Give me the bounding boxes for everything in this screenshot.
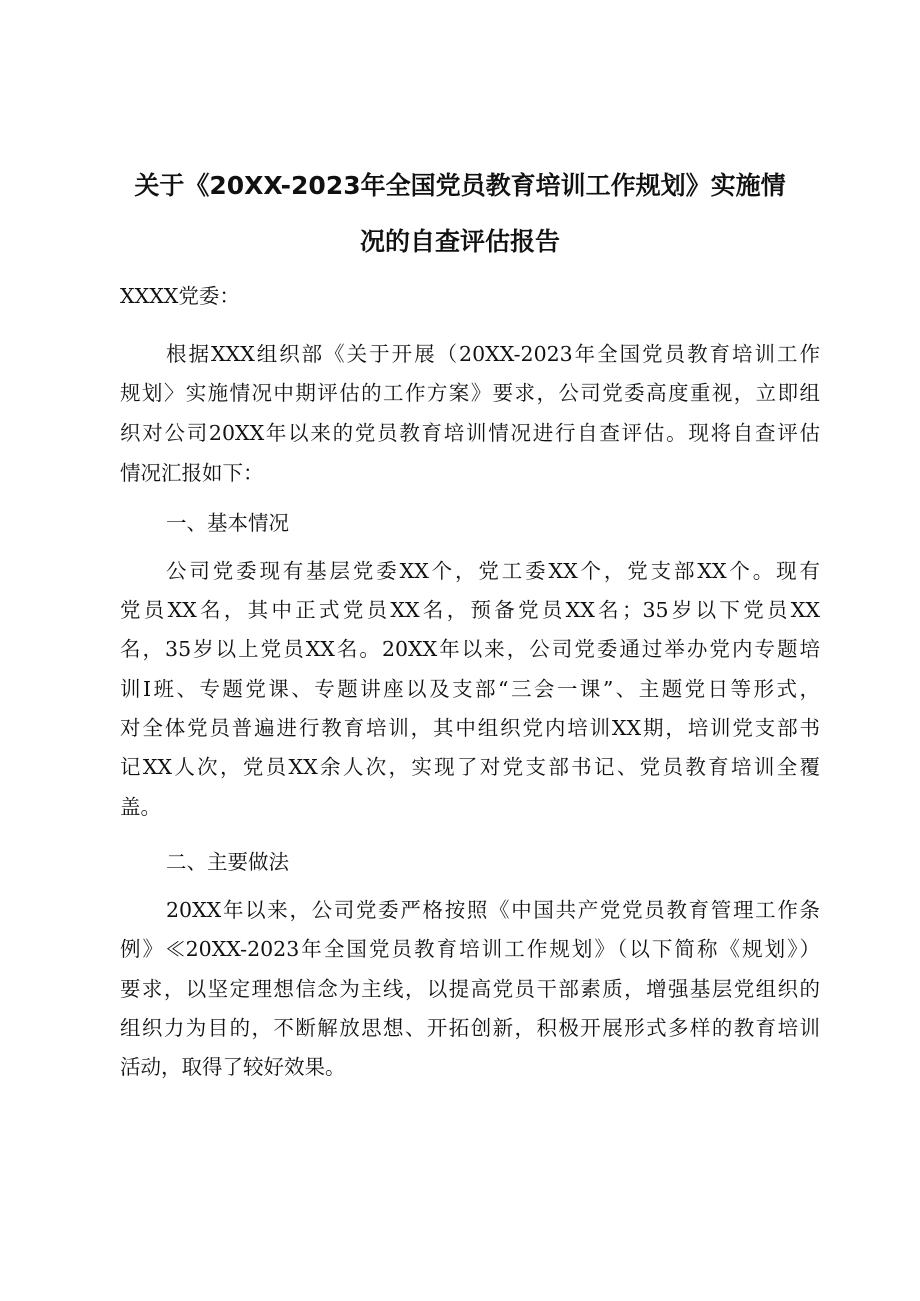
paragraph-line: 对全体党员普遍进行教育培训，其中组织党内培训XX期，培训党支部书 (120, 716, 820, 740)
paragraph-line: 组织力为目的，不断解放思想、开拓创新，积极开展形式多样的教育培训 (120, 1016, 820, 1040)
report-title-line-2: 况的自查评估报告 (359, 227, 560, 256)
paragraph-line: 根据XXX组织部《关于开展（20XX-2023年全国党员教育培训工作 (166, 342, 820, 366)
salutation: XXXX党委： (120, 284, 240, 308)
paragraph-line: 训I班、专题党课、专题讲座以及支部“三会一课”、主题党日等形式， (120, 677, 820, 701)
paragraph-line: 例》≪20XX-2023年全国党员教育培训工作规划》（以下简称《规划》） (120, 937, 820, 961)
section-heading-basic: 一、基本情况 (166, 511, 289, 535)
paragraph-line: 规划〉实施情况中期评估的工作方案》要求，公司党委高度重视，立即组 (120, 381, 820, 405)
paragraph-line: 名，35岁以上党员XX名。20XX年以来，公司党委通过举办党内专题培 (120, 637, 820, 661)
paragraph-line: 记XX人次，党员XX余人次，实现了对党支部书记、党员教育培训全覆 (120, 755, 820, 779)
paragraph-line: 情况汇报如下： (120, 461, 264, 485)
paragraph-line: 党员XX名，其中正式党员XX名，预备党员XX名；35岁以下党员XX (120, 598, 820, 622)
paragraph-line: 活动，取得了较好效果。 (120, 1055, 346, 1079)
section-heading-methods: 二、主要做法 (166, 850, 289, 874)
paragraph-line: 盖。 (120, 795, 161, 819)
paragraph-line: 要求，以坚定理想信念为主线，以提高党员干部素质，增强基层党组织的 (120, 977, 820, 1001)
paragraph-line: 公司党委现有基层党委XX个，党工委XX个，党支部XX个。现有 (166, 559, 820, 583)
report-title-line-1: 关于《20XX-2023年全国党员教育培训工作规划》实施情 (134, 171, 786, 200)
paragraph-line: 织对公司20XX年以来的党员教育培训情况进行自查评估。现将自查评估 (120, 421, 820, 445)
paragraph-line: 20XX年以来，公司党委严格按照《中国共产党党员教育管理工作条 (166, 898, 820, 922)
